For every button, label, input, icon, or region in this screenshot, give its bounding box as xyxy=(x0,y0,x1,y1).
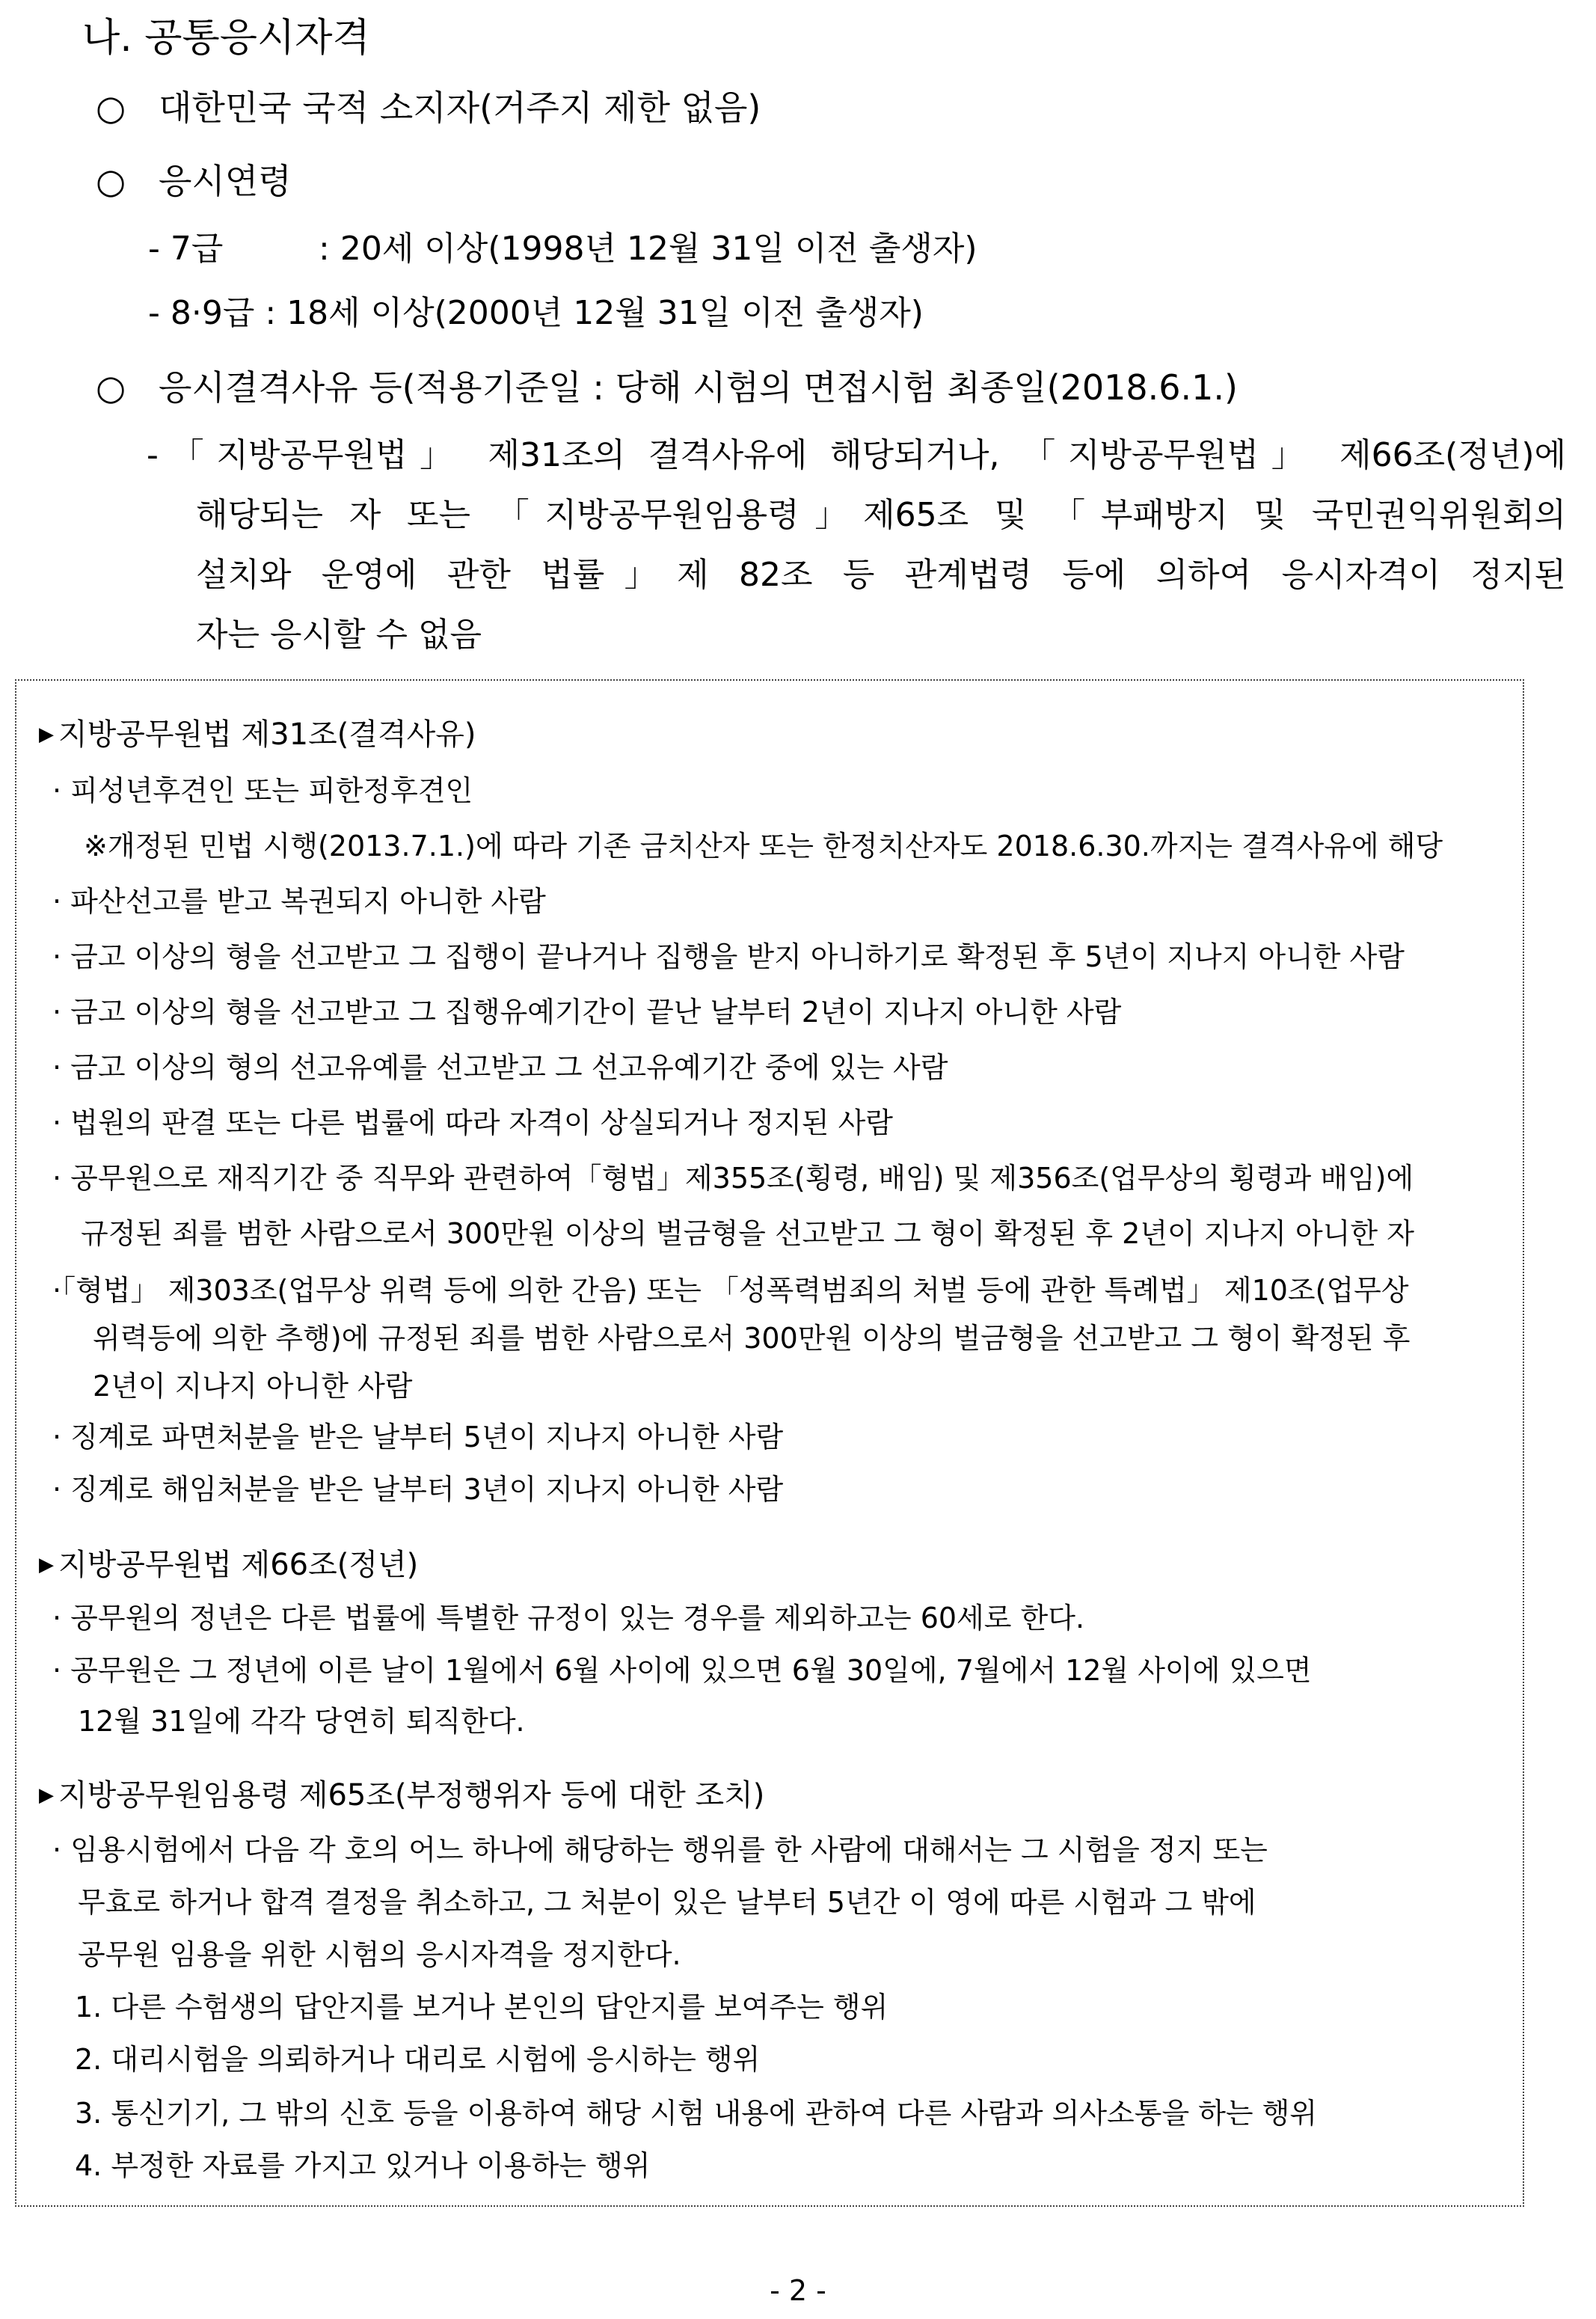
art66-line: 12월 31일에 각각 당연히 퇴직한다. xyxy=(78,1705,525,1738)
age-grade: - 7급 xyxy=(148,230,224,268)
disq-line-1: -「지방공무원법」 제31조의 결격사유에 해당되거나, 「지방공무원법」 제66조(정년)에 xyxy=(147,436,1566,474)
article-65-title xyxy=(39,1771,764,1814)
art31-line: · 징계로 파면처분을 받은 날부터 5년이 지나지 아니한 사람 xyxy=(52,1421,784,1453)
triangle-marker-icon: ▶ xyxy=(39,723,54,746)
age-row-grade-8-9 xyxy=(148,286,924,334)
disq-line-2: 해당되는 자 또는 「지방공무원임용령」제65조 및 「부패방지 및 국민권익위원회의 xyxy=(196,496,1566,534)
art31-line: · 금고 이상의 형의 선고유예를 선고받고 그 선고유예기간 중에 있는 사람 xyxy=(52,1051,948,1084)
art66-line: · 공무원은 그 정년에 이른 날이 1월에서 6월 사이에 있으면 6월 30일에, 7월에서 12월 사이에 있으면 xyxy=(52,1654,1312,1687)
art31-line: · 금고 이상의 형을 선고받고 그 집행유예기간이 끝난 날부터 2년이 지나지 아니한 사람 xyxy=(52,996,1122,1029)
art31-line: · 파산선고를 받고 복권되지 아니한 사람 xyxy=(52,885,546,918)
age-colon: : xyxy=(319,230,330,268)
item-text: 대한민국 국적 소지자(거주지 제한 없음) xyxy=(159,88,761,128)
item-text: 응시연령 xyxy=(159,161,292,201)
art66-line: · 공무원의 정년은 다른 법률에 특별한 규정이 있는 경우를 제외하고는 60세로 한다. xyxy=(52,1602,1085,1635)
triangle-marker-icon: ▶ xyxy=(39,1554,54,1576)
art31-line: 규정된 죄를 범한 사람으로서 300만원 이상의 벌금형을 선고받고 그 형이 확정된 후 2년이 지나지 아니한 자 xyxy=(81,1217,1414,1250)
art31-line: · 피성년후견인 또는 피한정후견인 xyxy=(52,774,473,807)
art31-line: ※개정된 민법 시행(2013.7.1.)에 따라 기존 금치산자 또는 한정치산자도 2018.6.30.까지는 결격사유에 해당 xyxy=(84,830,1443,863)
art31-line: 위력등에 의한 추행)에 규정된 죄를 범한 사람으로서 300만원 이상의 벌금형을 선고받고 그 형이 확정된 후 xyxy=(93,1322,1411,1355)
art31-line: · 금고 이상의 형을 선고받고 그 집행이 끝나거나 집행을 받지 아니하기로 확정된 후 5년이 지나지 아니한 사람 xyxy=(52,940,1405,973)
art65-line: 공무원 임용을 위한 시험의 응시자격을 정지한다. xyxy=(78,1938,681,1971)
age-detail: 18세 이상(2000년 12월 31일 이전 출생자) xyxy=(286,294,924,332)
art65-line: 1. 다른 수험생의 답안지를 보거나 본인의 답안지를 보여주는 행위 xyxy=(75,1991,888,2024)
triangle-marker-icon: ▶ xyxy=(39,1784,54,1807)
article-65-title-text: 지방공무원임용령 제65조(부정행위자 등에 대한 조치) xyxy=(58,1778,765,1813)
article-31-title xyxy=(39,711,476,753)
item-disqualification xyxy=(96,361,1238,410)
art31-line: ·「형법」 제303조(업무상 위력 등에 의한 간음) 또는 「성폭력범죄의 처벌 등에 관한 특례법」 제10조(업무상 xyxy=(52,1274,1409,1307)
art65-line: 4. 부정한 자료를 가지고 있거나 이용하는 행위 xyxy=(75,2149,651,2182)
art65-line: 무효로 하거나 합격 결정을 취소하고, 그 처분이 있은 날부터 5년간 이 영에 따른 시험과 그 밖에 xyxy=(78,1886,1256,1919)
item-text: 응시결격사유 등(적용기준일 : 당해 시험의 면접시험 최종일(2018.6.1.) xyxy=(159,367,1238,408)
art65-line: 3. 통신기기, 그 밖의 신호 등을 이용하여 해당 시험 내용에 관하여 다른 사람과 의사소통을 하는 행위 xyxy=(75,2097,1318,2130)
disq-line-3: 설치와 운영에 관한 법률」제 82조 등 관계법령 등에 의하여 응시자격이 정지된 xyxy=(196,556,1566,594)
item-age xyxy=(96,154,292,203)
page-number: - 2 - xyxy=(770,2274,826,2307)
art31-line: 2년이 지나지 아니한 사람 xyxy=(93,1370,413,1403)
section-heading: 나. 공통응시자격 xyxy=(82,16,370,61)
article-66-title xyxy=(39,1541,418,1584)
item-nationality xyxy=(96,81,761,130)
art65-line: · 임용시험에서 다음 각 호의 어느 하나에 해당하는 행위를 한 사람에 대해서는 그 시험을 정지 또는 xyxy=(52,1834,1268,1866)
art65-line: 2. 대리시험을 의뢰하거나 대리로 시험에 응시하는 행위 xyxy=(75,2043,761,2076)
art31-line: · 법원의 판결 또는 다른 법률에 따라 자격이 상실되거나 정지된 사람 xyxy=(52,1106,893,1139)
article-66-title-text: 지방공무원법 제66조(정년) xyxy=(58,1548,419,1582)
article-31-title-text: 지방공무원법 제31조(결격사유) xyxy=(58,717,476,752)
age-row-grade-7 xyxy=(148,221,977,269)
age-grade: - 8·9급 : xyxy=(148,294,277,332)
age-detail: 20세 이상(1998년 12월 31일 이전 출생자) xyxy=(340,230,977,268)
circle-bullet-icon: ○ xyxy=(96,88,126,128)
art31-line: · 공무원으로 재직기간 중 직무와 관련하여「형법」제355조(횡령, 배임) 및 제356조(업무상의 횡령과 배임)에 xyxy=(52,1162,1414,1195)
disq-line-4: 자는 응시할 수 없음 xyxy=(196,616,482,654)
circle-bullet-icon: ○ xyxy=(96,161,126,201)
circle-bullet-icon: ○ xyxy=(96,367,126,408)
art31-line: · 징계로 해임처분을 받은 날부터 3년이 지나지 아니한 사람 xyxy=(52,1473,784,1506)
